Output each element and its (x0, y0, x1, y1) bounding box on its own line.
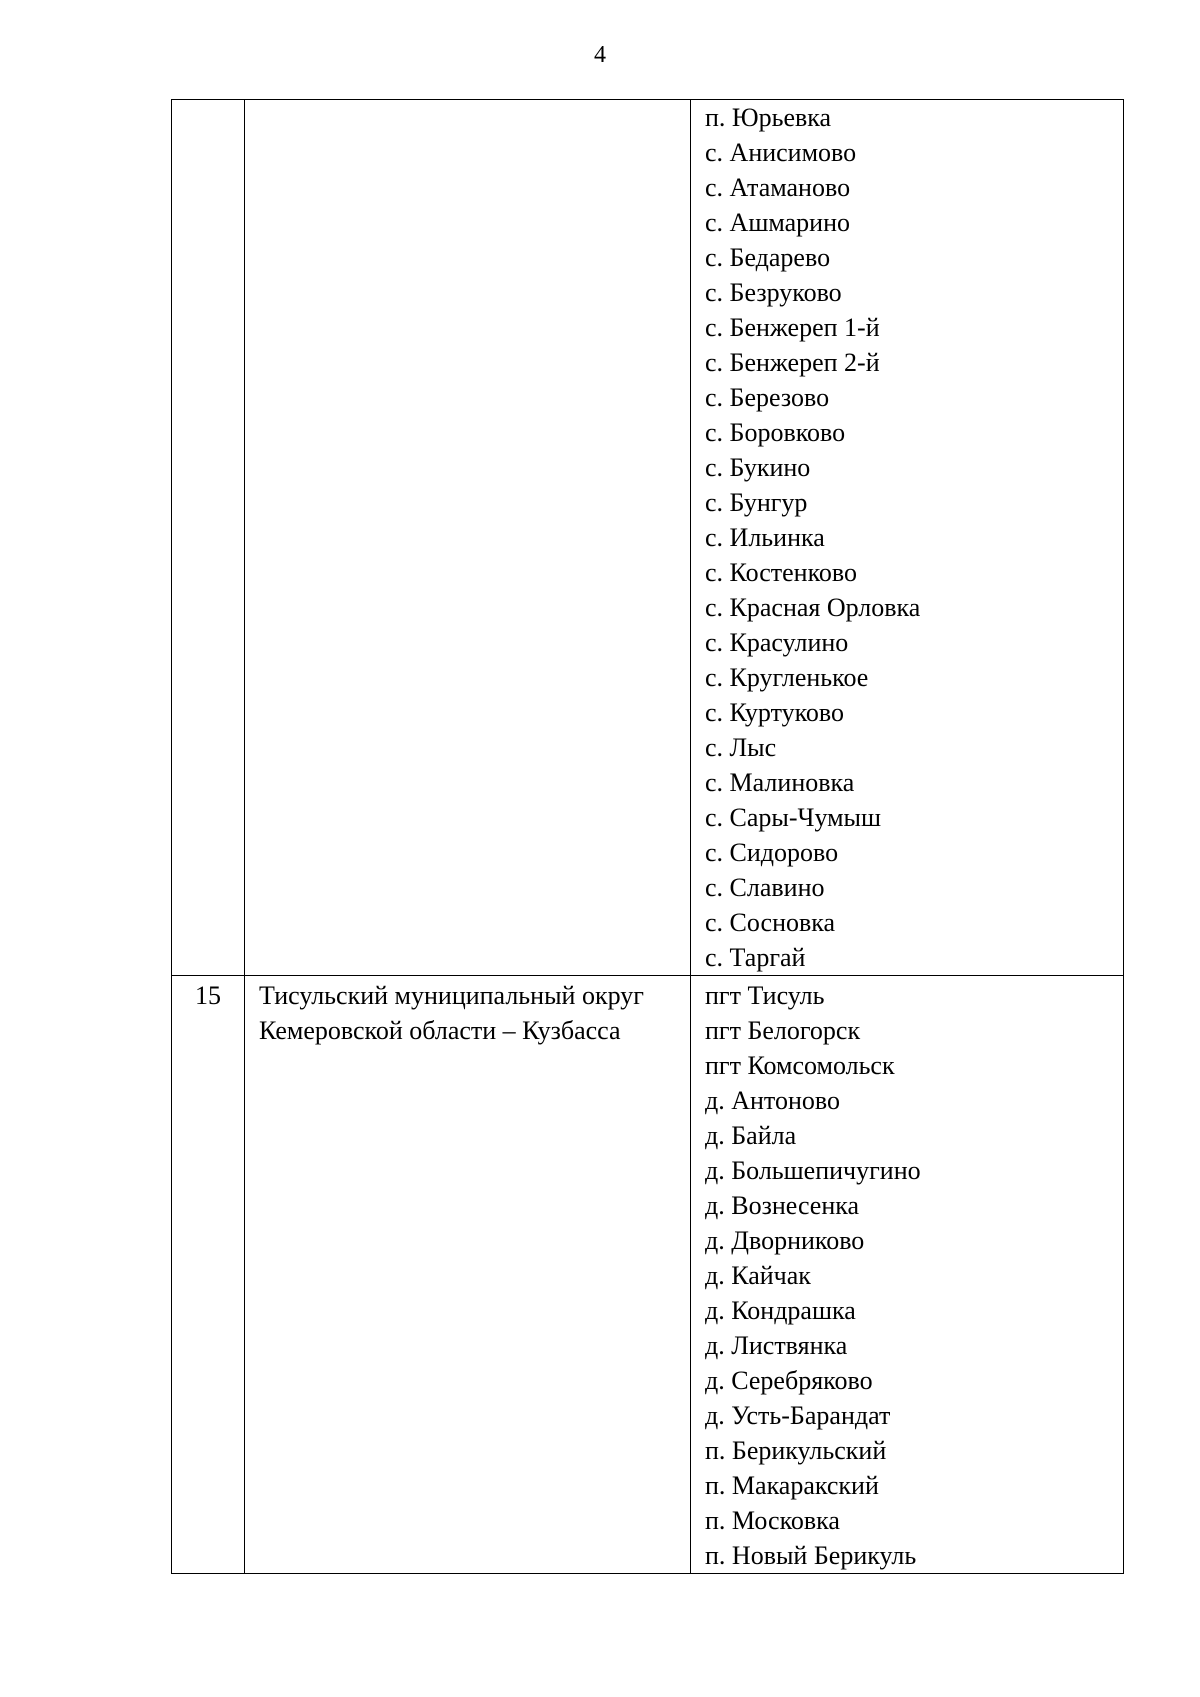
row-number-cell (172, 100, 245, 976)
locality-item: с. Сидорово (705, 838, 839, 867)
locality-item: с. Красная Орловка (705, 593, 921, 622)
locality-item: с. Бедарево (705, 243, 831, 272)
locality-item: с. Красулино (705, 628, 849, 657)
locality-item: с. Малиновка (705, 768, 855, 797)
locality-item: с. Безруково (705, 278, 842, 307)
locality-item: пгт Комсомольск (705, 1051, 895, 1080)
locality-item: д. Антоново (705, 1086, 840, 1115)
locality-item: с. Бенжереп 2-й (705, 348, 880, 377)
locality-item: п. Макаракский (705, 1471, 879, 1500)
localities-cell (691, 976, 1124, 1574)
locality-item: с. Букино (705, 453, 811, 482)
locality-item: д. Серебряково (705, 1366, 873, 1395)
locality-item: с. Боровково (705, 418, 846, 447)
locality-item: пгт Белогорск (705, 1016, 861, 1045)
locality-item: с. Куртуково (705, 698, 845, 727)
locality-item: д. Кайчак (705, 1261, 811, 1290)
locality-item: с. Сосновка (705, 908, 836, 937)
table-row (172, 100, 1124, 976)
locality-item: с. Бунгур (705, 488, 808, 517)
municipality-name-cell (245, 100, 691, 976)
locality-item: д. Дворниково (705, 1226, 865, 1255)
locality-item: д. Большепичугино (705, 1156, 921, 1185)
municipality-name-cell (245, 976, 691, 1574)
locality-item: д. Листвянка (705, 1331, 848, 1360)
locality-item: п. Московка (705, 1506, 840, 1535)
locality-item: с. Ильинка (705, 523, 825, 552)
localities-table (171, 99, 1124, 1574)
locality-item: с. Сары-Чумыш (705, 803, 882, 832)
locality-item: д. Байла (705, 1121, 797, 1150)
table-row (172, 976, 1124, 1574)
locality-item: д. Вознесенка (705, 1191, 860, 1220)
locality-item: с. Березово (705, 383, 830, 412)
locality-item: п. Новый Берикуль (705, 1541, 917, 1570)
locality-item: п. Берикульский (705, 1436, 887, 1465)
locality-item: с. Костенково (705, 558, 858, 587)
locality-item: с. Таргай (705, 943, 806, 972)
locality-item: п. Юрьевка (705, 103, 832, 132)
row-number-cell: 15 (172, 976, 245, 1574)
page-number: 4 (594, 42, 606, 68)
locality-item: с. Лыс (705, 733, 777, 762)
municipality-name-line: Кемеровской области – Кузбасса (259, 1016, 621, 1045)
localities-cell (691, 100, 1124, 976)
locality-item: с. Анисимово (705, 138, 857, 167)
locality-item: с. Ашмарино (705, 208, 850, 237)
locality-item: с. Славино (705, 873, 825, 902)
locality-item: с. Кругленькое (705, 663, 869, 692)
locality-item: с. Атаманово (705, 173, 851, 202)
locality-item: с. Бенжереп 1-й (705, 313, 880, 342)
municipality-name-line: Тисульский муниципальный округ (259, 981, 644, 1010)
locality-item: д. Усть-Барандат (705, 1401, 891, 1430)
table-body (172, 100, 1124, 1574)
locality-item: д. Кондрашка (705, 1296, 856, 1325)
locality-item: пгт Тисуль (705, 981, 825, 1010)
